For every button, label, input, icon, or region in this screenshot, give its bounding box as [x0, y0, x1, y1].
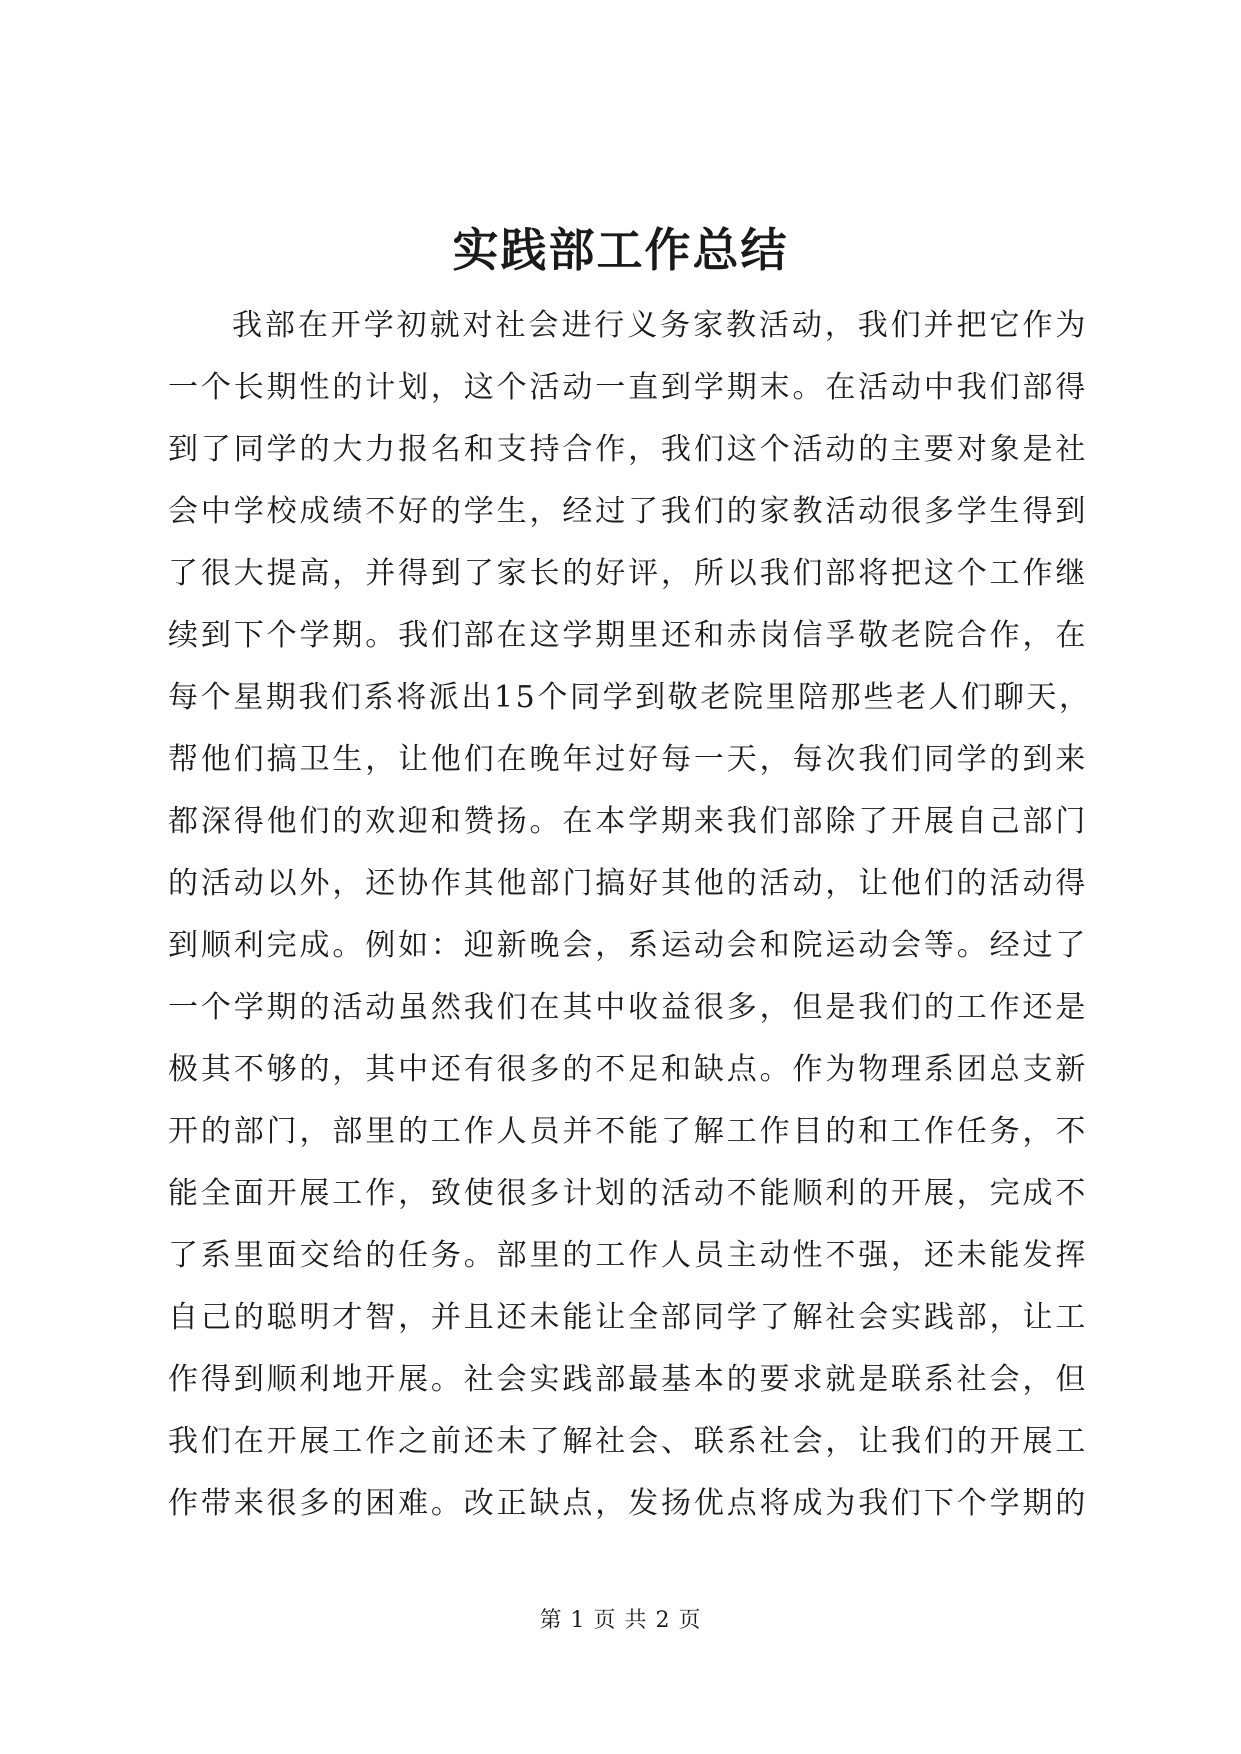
- body-line: 帮他们搞卫生，让他们在晚年过好每一天，每次我们同学的到来: [168, 742, 1088, 777]
- body-line: 了很大提高，并得到了家长的好评，所以我们部将把这个工作继: [168, 556, 1088, 591]
- body-line: 会中学校成绩不好的学生，经过了我们的家教活动很多学生得到: [168, 494, 1088, 529]
- body-line: 一个学期的活动虽然我们在其中收益很多，但是我们的工作还是: [168, 990, 1088, 1025]
- body-line: 了系里面交给的任务。部里的工作人员主动性不强，还未能发挥: [168, 1238, 1088, 1273]
- body-line: 我部在开学初就对社会进行义务家教活动，我们并把它作为: [232, 308, 1088, 343]
- body-line: 续到下个学期。我们部在这学期里还和赤岗信孚敬老院合作，在: [168, 618, 1088, 653]
- body-line: 的活动以外，还协作其他部门搞好其他的活动，让他们的活动得: [168, 866, 1088, 901]
- body-line: 能全面开展工作，致使很多计划的活动不能顺利的开展，完成不: [168, 1176, 1088, 1211]
- document-title: 实践部工作总结: [452, 223, 789, 277]
- page-number-footer: 第 1 页 共 2 页: [539, 1608, 702, 1633]
- body-line: 作带来很多的困难。改正缺点，发扬优点将成为我们下个学期的: [168, 1486, 1088, 1521]
- document-body: [168, 295, 1092, 1535]
- body-line: 我们在开展工作之前还未了解社会、联系社会，让我们的开展工: [168, 1424, 1088, 1459]
- body-line: 一个长期性的计划，这个活动一直到学期末。在活动中我们部得: [168, 370, 1088, 405]
- body-line: 自己的聪明才智，并且还未能让全部同学了解社会实践部，让工: [168, 1300, 1088, 1335]
- body-line: 都深得他们的欢迎和赞扬。在本学期来我们部除了开展自己部门: [168, 804, 1088, 839]
- body-line: 到顺利完成。例如：迎新晚会，系运动会和院运动会等。经过了: [168, 928, 1088, 963]
- body-line: 极其不够的，其中还有很多的不足和缺点。作为物理系团总支新: [168, 1052, 1088, 1087]
- body-line: 每个星期我们系将派出15个同学到敬老院里陪那些老人们聊天，: [168, 680, 1092, 715]
- body-line: 作得到顺利地开展。社会实践部最基本的要求就是联系社会，但: [168, 1362, 1088, 1397]
- body-line: 开的部门，部里的工作人员并不能了解工作目的和工作任务，不: [168, 1114, 1088, 1149]
- body-line: 到了同学的大力报名和支持合作，我们这个活动的主要对象是社: [168, 432, 1088, 467]
